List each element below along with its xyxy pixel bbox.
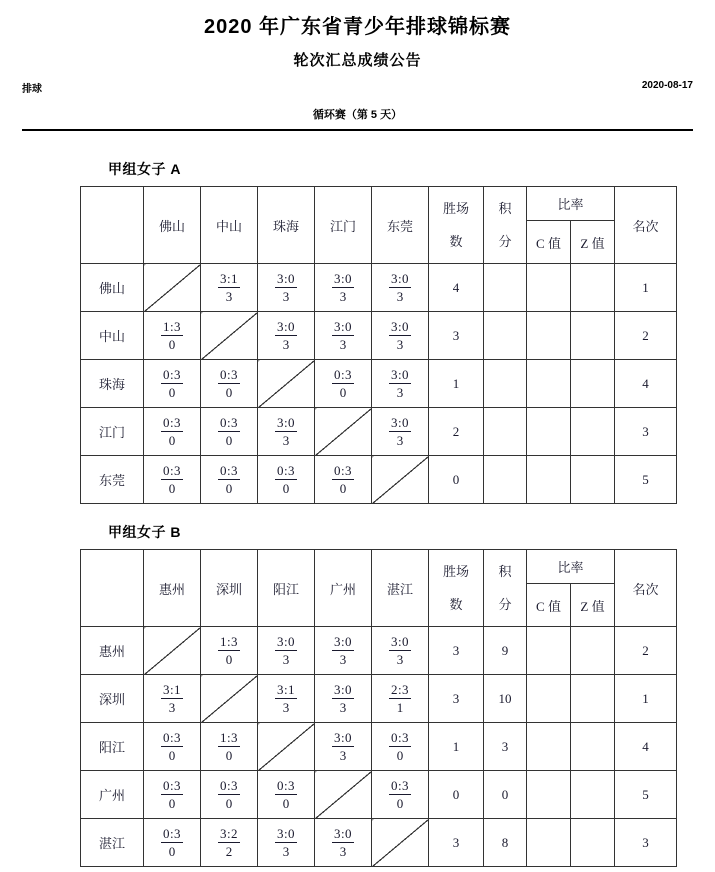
header-ratio-c: C 值 bbox=[527, 221, 571, 264]
match-points: 0 bbox=[339, 384, 347, 400]
sport-label: 排球 bbox=[22, 84, 42, 95]
row-ratio-c bbox=[527, 627, 571, 675]
match-score: 3:0 bbox=[333, 318, 353, 334]
match-result-cell bbox=[201, 771, 258, 819]
row-ratio-c bbox=[527, 360, 571, 408]
row-points bbox=[484, 264, 527, 312]
diagonal-self-cell bbox=[144, 264, 201, 312]
header-team-5: 湛江 bbox=[372, 550, 429, 627]
header-wins-bottom: 数 bbox=[449, 234, 463, 249]
table-row bbox=[81, 819, 677, 867]
row-team-name: 佛山 bbox=[81, 264, 144, 312]
header-points bbox=[484, 550, 527, 627]
match-score: 3:0 bbox=[333, 729, 353, 745]
row-ratio-c bbox=[527, 312, 571, 360]
match-result-cell bbox=[144, 723, 201, 771]
match-score: 3:0 bbox=[276, 414, 296, 430]
row-rank: 1 bbox=[615, 675, 677, 723]
row-ratio-z bbox=[571, 627, 615, 675]
standings-body-a bbox=[81, 264, 677, 504]
row-wins: 3 bbox=[429, 627, 484, 675]
match-result-cell bbox=[372, 408, 429, 456]
row-rank: 2 bbox=[615, 312, 677, 360]
match-score: 3:0 bbox=[276, 825, 296, 841]
header-row-1 bbox=[81, 187, 677, 221]
row-ratio-z bbox=[571, 771, 615, 819]
round-label: 循环赛（第 5 天） bbox=[312, 109, 403, 121]
row-wins: 3 bbox=[429, 819, 484, 867]
row-team-name: 珠海 bbox=[81, 360, 144, 408]
match-result-cell bbox=[144, 675, 201, 723]
match-result-cell bbox=[372, 312, 429, 360]
table-row bbox=[81, 264, 677, 312]
match-points: 3 bbox=[282, 843, 290, 859]
match-result-cell bbox=[372, 264, 429, 312]
match-result-cell bbox=[258, 312, 315, 360]
match-points: 0 bbox=[225, 432, 233, 448]
row-team-name: 阳江 bbox=[81, 723, 144, 771]
match-points: 0 bbox=[282, 480, 290, 496]
match-score: 3:0 bbox=[390, 270, 410, 286]
row-wins: 0 bbox=[429, 456, 484, 504]
match-points: 3 bbox=[339, 651, 347, 667]
match-points: 3 bbox=[396, 651, 404, 667]
match-score: 3:0 bbox=[276, 318, 296, 334]
row-team-name: 湛江 bbox=[81, 819, 144, 867]
diagonal-self-cell bbox=[201, 675, 258, 723]
table-row bbox=[81, 408, 677, 456]
match-score: 0:3 bbox=[162, 462, 182, 478]
table-row bbox=[81, 771, 677, 819]
header-wins-top: 胜场 bbox=[442, 564, 469, 579]
row-ratio-z bbox=[571, 819, 615, 867]
match-score: 0:3 bbox=[162, 777, 182, 793]
diagonal-self-cell bbox=[315, 408, 372, 456]
match-result-cell bbox=[144, 819, 201, 867]
row-wins: 1 bbox=[429, 360, 484, 408]
header-points-top: 积 bbox=[498, 201, 512, 216]
row-ratio-z bbox=[571, 723, 615, 771]
row-points: 9 bbox=[484, 627, 527, 675]
match-score: 3:1 bbox=[219, 270, 239, 286]
row-rank: 3 bbox=[615, 408, 677, 456]
match-result-cell bbox=[315, 627, 372, 675]
match-score: 0:3 bbox=[162, 366, 182, 382]
row-team-name: 江门 bbox=[81, 408, 144, 456]
row-rank: 1 bbox=[615, 264, 677, 312]
row-wins: 3 bbox=[429, 312, 484, 360]
match-points: 0 bbox=[396, 747, 404, 763]
match-score: 3:0 bbox=[333, 681, 353, 697]
match-points: 0 bbox=[168, 747, 176, 763]
page-title: 2020 年广东省青少年排球锦标赛 bbox=[203, 16, 512, 38]
match-result-cell bbox=[201, 360, 258, 408]
row-points bbox=[484, 408, 527, 456]
match-points: 3 bbox=[396, 288, 404, 304]
header-team-1: 佛山 bbox=[144, 187, 201, 264]
row-team-name: 广州 bbox=[81, 771, 144, 819]
match-result-cell bbox=[372, 360, 429, 408]
row-wins: 1 bbox=[429, 723, 484, 771]
diagonal-self-cell bbox=[201, 312, 258, 360]
row-wins: 4 bbox=[429, 264, 484, 312]
match-points: 0 bbox=[168, 384, 176, 400]
match-points: 3 bbox=[339, 699, 347, 715]
match-score: 0:3 bbox=[276, 777, 296, 793]
diagonal-self-cell bbox=[315, 771, 372, 819]
match-points: 3 bbox=[282, 432, 290, 448]
match-result-cell bbox=[201, 408, 258, 456]
match-score: 0:3 bbox=[390, 777, 410, 793]
match-result-cell bbox=[258, 675, 315, 723]
match-points: 3 bbox=[396, 336, 404, 352]
match-points: 0 bbox=[168, 843, 176, 859]
row-ratio-z bbox=[571, 312, 615, 360]
match-result-cell bbox=[258, 456, 315, 504]
match-score: 0:3 bbox=[162, 825, 182, 841]
match-result-cell bbox=[144, 771, 201, 819]
row-rank: 4 bbox=[615, 723, 677, 771]
row-team-name: 中山 bbox=[81, 312, 144, 360]
row-rank: 5 bbox=[615, 771, 677, 819]
page-header bbox=[0, 14, 715, 131]
row-ratio-z bbox=[571, 360, 615, 408]
header-wins-bottom: 数 bbox=[449, 597, 463, 612]
match-score: 2:3 bbox=[390, 681, 410, 697]
row-ratio-c bbox=[527, 675, 571, 723]
match-result-cell bbox=[258, 771, 315, 819]
header-ratio: 比率 bbox=[527, 187, 615, 221]
match-score: 1:3 bbox=[162, 318, 182, 334]
row-ratio-z bbox=[571, 264, 615, 312]
header-team-2: 中山 bbox=[201, 187, 258, 264]
match-result-cell bbox=[144, 312, 201, 360]
match-score: 0:3 bbox=[219, 366, 239, 382]
row-ratio-z bbox=[571, 675, 615, 723]
match-score: 3:0 bbox=[276, 270, 296, 286]
header-divider bbox=[22, 129, 693, 131]
row-team-name: 深圳 bbox=[81, 675, 144, 723]
match-result-cell bbox=[372, 627, 429, 675]
match-points: 3 bbox=[282, 699, 290, 715]
group-block-b bbox=[80, 522, 659, 867]
diagonal-self-cell bbox=[372, 819, 429, 867]
table-row bbox=[81, 360, 677, 408]
row-points: 10 bbox=[484, 675, 527, 723]
match-result-cell bbox=[258, 264, 315, 312]
match-points: 0 bbox=[339, 480, 347, 496]
header-ratio: 比率 bbox=[527, 550, 615, 584]
header-corner bbox=[81, 187, 144, 264]
header-row-1 bbox=[81, 550, 677, 584]
match-points: 3 bbox=[339, 288, 347, 304]
match-score: 0:3 bbox=[162, 729, 182, 745]
match-result-cell bbox=[372, 771, 429, 819]
row-points: 0 bbox=[484, 771, 527, 819]
standings-body-b bbox=[81, 627, 677, 867]
match-result-cell bbox=[201, 627, 258, 675]
match-score: 1:3 bbox=[219, 633, 239, 649]
match-score: 3:0 bbox=[333, 270, 353, 286]
header-rank: 名次 bbox=[615, 187, 677, 264]
match-points: 3 bbox=[168, 699, 176, 715]
row-rank: 5 bbox=[615, 456, 677, 504]
header-wins bbox=[429, 550, 484, 627]
match-score: 3:2 bbox=[219, 825, 239, 841]
row-rank: 3 bbox=[615, 819, 677, 867]
date-label: 2020-08-17 bbox=[641, 80, 693, 91]
match-score: 0:3 bbox=[390, 729, 410, 745]
header-team-2: 深圳 bbox=[201, 550, 258, 627]
standings-table-a bbox=[80, 186, 677, 504]
match-points: 0 bbox=[225, 384, 233, 400]
row-points bbox=[484, 456, 527, 504]
header-team-3: 阳江 bbox=[258, 550, 315, 627]
match-score: 3:0 bbox=[276, 633, 296, 649]
row-ratio-c bbox=[527, 771, 571, 819]
diagonal-self-cell bbox=[144, 627, 201, 675]
header-team-1: 惠州 bbox=[144, 550, 201, 627]
match-points: 3 bbox=[339, 747, 347, 763]
match-points: 0 bbox=[225, 480, 233, 496]
row-ratio-c bbox=[527, 819, 571, 867]
match-points: 2 bbox=[225, 843, 233, 859]
match-score: 3:0 bbox=[390, 633, 410, 649]
match-result-cell bbox=[315, 456, 372, 504]
row-points: 8 bbox=[484, 819, 527, 867]
group-block-a bbox=[80, 159, 659, 504]
header-rank: 名次 bbox=[615, 550, 677, 627]
row-ratio-c bbox=[527, 456, 571, 504]
row-ratio-z bbox=[571, 408, 615, 456]
match-score: 3:0 bbox=[390, 366, 410, 382]
diagonal-self-cell bbox=[372, 456, 429, 504]
match-score: 3:0 bbox=[333, 633, 353, 649]
match-score: 1:3 bbox=[219, 729, 239, 745]
row-rank: 4 bbox=[615, 360, 677, 408]
match-score: 3:0 bbox=[390, 414, 410, 430]
match-score: 3:0 bbox=[333, 825, 353, 841]
row-ratio-z bbox=[571, 456, 615, 504]
match-points: 0 bbox=[225, 747, 233, 763]
match-points: 0 bbox=[168, 795, 176, 811]
page-subtitle: 轮次汇总成绩公告 bbox=[293, 52, 422, 69]
match-score: 0:3 bbox=[219, 414, 239, 430]
match-result-cell bbox=[372, 723, 429, 771]
match-result-cell bbox=[315, 819, 372, 867]
match-result-cell bbox=[144, 360, 201, 408]
match-score: 0:3 bbox=[276, 462, 296, 478]
header-points-bottom: 分 bbox=[498, 234, 512, 249]
match-result-cell bbox=[315, 360, 372, 408]
match-points: 3 bbox=[396, 432, 404, 448]
header-points bbox=[484, 187, 527, 264]
match-score: 3:1 bbox=[276, 681, 296, 697]
row-ratio-c bbox=[527, 408, 571, 456]
header-ratio-z: Z 值 bbox=[571, 221, 615, 264]
match-result-cell bbox=[315, 264, 372, 312]
match-result-cell bbox=[258, 819, 315, 867]
header-wins-top: 胜场 bbox=[442, 201, 469, 216]
row-ratio-c bbox=[527, 723, 571, 771]
match-points: 1 bbox=[396, 699, 404, 715]
row-ratio-c bbox=[527, 264, 571, 312]
row-team-name: 东莞 bbox=[81, 456, 144, 504]
match-result-cell bbox=[315, 675, 372, 723]
table-row bbox=[81, 312, 677, 360]
match-result-cell bbox=[258, 627, 315, 675]
match-points: 3 bbox=[396, 384, 404, 400]
row-rank: 2 bbox=[615, 627, 677, 675]
match-points: 3 bbox=[282, 288, 290, 304]
match-result-cell bbox=[144, 408, 201, 456]
match-score: 0:3 bbox=[162, 414, 182, 430]
match-result-cell bbox=[201, 264, 258, 312]
header-wins bbox=[429, 187, 484, 264]
table-row bbox=[81, 675, 677, 723]
header-corner bbox=[81, 550, 144, 627]
match-score: 3:0 bbox=[390, 318, 410, 334]
row-wins: 0 bbox=[429, 771, 484, 819]
diagonal-self-cell bbox=[258, 360, 315, 408]
table-row bbox=[81, 627, 677, 675]
table-row bbox=[81, 456, 677, 504]
header-team-3: 珠海 bbox=[258, 187, 315, 264]
match-score: 0:3 bbox=[333, 366, 353, 382]
header-points-top: 积 bbox=[498, 564, 512, 579]
match-points: 0 bbox=[282, 795, 290, 811]
match-points: 0 bbox=[168, 480, 176, 496]
match-points: 0 bbox=[225, 651, 233, 667]
header-team-5: 东莞 bbox=[372, 187, 429, 264]
match-points: 0 bbox=[225, 795, 233, 811]
header-ratio-z: Z 值 bbox=[571, 584, 615, 627]
match-points: 0 bbox=[168, 432, 176, 448]
match-result-cell bbox=[315, 312, 372, 360]
match-result-cell bbox=[201, 819, 258, 867]
match-result-cell bbox=[201, 723, 258, 771]
match-points: 0 bbox=[396, 795, 404, 811]
match-score: 0:3 bbox=[219, 462, 239, 478]
match-points: 3 bbox=[225, 288, 233, 304]
match-result-cell bbox=[372, 675, 429, 723]
standings-table-b bbox=[80, 549, 677, 867]
match-result-cell bbox=[258, 408, 315, 456]
match-score: 3:1 bbox=[162, 681, 182, 697]
meta-row bbox=[0, 80, 715, 98]
header-points-bottom: 分 bbox=[498, 597, 512, 612]
row-points bbox=[484, 312, 527, 360]
header-team-4: 广州 bbox=[315, 550, 372, 627]
diagonal-self-cell bbox=[258, 723, 315, 771]
match-result-cell bbox=[144, 456, 201, 504]
group-a-title: 甲组女子 A bbox=[108, 161, 181, 177]
match-points: 3 bbox=[282, 336, 290, 352]
header-team-4: 江门 bbox=[315, 187, 372, 264]
row-wins: 2 bbox=[429, 408, 484, 456]
match-points: 3 bbox=[339, 336, 347, 352]
row-points bbox=[484, 360, 527, 408]
match-points: 3 bbox=[282, 651, 290, 667]
header-ratio-c: C 值 bbox=[527, 584, 571, 627]
match-score: 0:3 bbox=[219, 777, 239, 793]
match-result-cell bbox=[315, 723, 372, 771]
group-b-title: 甲组女子 B bbox=[108, 524, 181, 540]
match-points: 0 bbox=[168, 336, 176, 352]
match-result-cell bbox=[201, 456, 258, 504]
row-wins: 3 bbox=[429, 675, 484, 723]
table-row bbox=[81, 723, 677, 771]
row-team-name: 惠州 bbox=[81, 627, 144, 675]
match-points: 3 bbox=[339, 843, 347, 859]
match-score: 0:3 bbox=[333, 462, 353, 478]
row-points: 3 bbox=[484, 723, 527, 771]
